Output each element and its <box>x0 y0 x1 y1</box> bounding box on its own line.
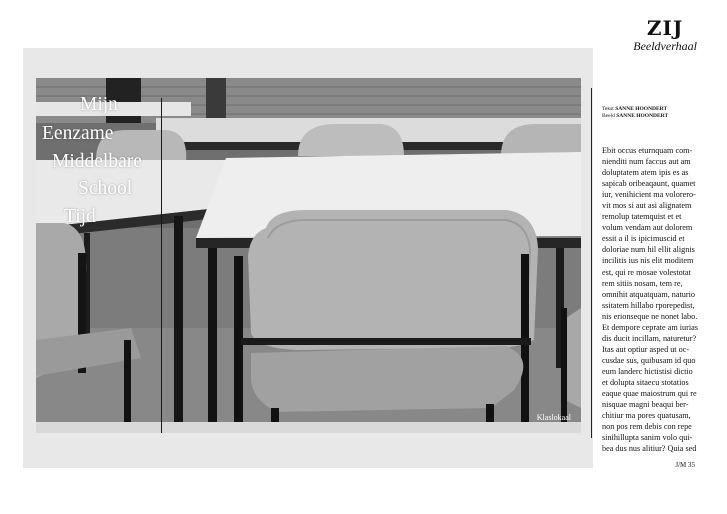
classroom-photo-image <box>36 78 581 433</box>
body-line: nisquae magni beaqui ber- <box>602 400 689 410</box>
body-line: dis ducit incillam, naturetur? <box>602 333 697 343</box>
body-line: nis erionseque ne nonet labo. <box>602 311 698 321</box>
body-line: sinihillupta sanim volo qui- <box>602 433 693 443</box>
classroom-photo <box>36 78 581 433</box>
body-line: eum landerc hictistisi dictio <box>602 366 693 376</box>
body-line: vit mos si aut asi alignatem <box>602 201 692 211</box>
title-line-tijd: Tijd <box>64 206 96 227</box>
body-line: iur, venihicient ma volorero- <box>602 190 696 200</box>
body-line: ssitatem hillabo rporepedist, <box>602 300 695 310</box>
body-line: est, qui re mosae volestotat <box>602 267 691 277</box>
brand-subtitle: Beeldverhaal <box>633 39 697 53</box>
text-credit-role: Tekst <box>602 106 614 112</box>
body-line: rem sitiis nosam, tem re, <box>602 278 683 288</box>
body-line: doluptatem atem ipis es as <box>602 168 689 178</box>
body-line: essit a il is ipicimuscid et <box>602 234 685 244</box>
body-line: nienditi num faccus aut am <box>602 157 691 167</box>
text-credit-name: SANNE HOONDERT <box>615 106 668 112</box>
body-line: doloriae num hil ellit alignis <box>602 245 695 255</box>
body-line: cusdae sus, quibusam id quo <box>602 355 696 365</box>
body-line: omnihit atquatquam, naturio <box>602 289 696 299</box>
photo-credit <box>602 113 668 120</box>
photo-credit-name: SANNE HOONDERT <box>616 112 669 119</box>
body-line: Ebit occus eturnquam com- <box>602 146 693 155</box>
article-credits <box>602 106 668 119</box>
photo-caption: Klaslokaal <box>536 413 571 422</box>
body-line: eaque quae maiostrum qui re <box>602 389 697 399</box>
title-line-middelbare: Middelbare <box>52 151 142 172</box>
body-line: incilitis ius nis elit moditem <box>602 256 694 266</box>
body-line: bea dus nus alitiur? Quia sed <box>602 444 697 454</box>
body-line: chitiur ma pores quatusam, <box>602 411 691 421</box>
body-line: Et dempore ceprate am iurias <box>602 322 698 332</box>
photo-credit-role: Beeld <box>602 112 615 119</box>
magazine-brand <box>633 18 697 54</box>
title-line-mijn: Mijn <box>80 94 118 115</box>
article-body <box>602 145 705 454</box>
column-divider-line <box>591 88 592 438</box>
title-line-school: School <box>78 178 133 199</box>
body-line: non pos rem debis con repe <box>602 422 692 432</box>
title-divider-line <box>161 98 162 433</box>
body-line: remolup tatemquist et et <box>602 212 682 222</box>
title-line-eenzame: Eenzame <box>42 123 114 144</box>
body-line: Itas aut optiur asped ut oc- <box>602 344 690 354</box>
page-number: J/M 35 <box>675 461 695 469</box>
body-line: sapicab oribeaqaunt, quamet <box>602 179 696 189</box>
body-line: volum vendam aut dolorem <box>602 223 693 233</box>
brand-name: ZIJ <box>646 16 684 40</box>
body-line: et dolupta sitaecu stotatios <box>602 377 689 387</box>
